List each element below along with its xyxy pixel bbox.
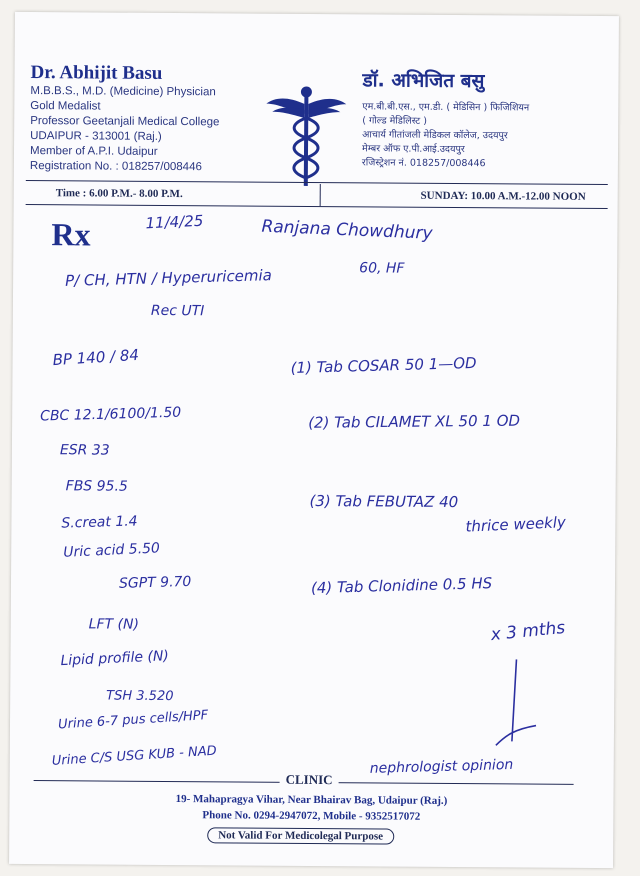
prescription-date: 11/4/25 xyxy=(145,211,204,233)
pen-stroke-mark xyxy=(486,655,547,755)
medicine-1: (1) Tab COSAR 50 1—OD xyxy=(290,353,477,378)
timing-divider xyxy=(320,184,321,206)
finding-uric-acid: Uric acid 5.50 xyxy=(62,540,161,561)
registration-line: Registration No. : 018257/008446 xyxy=(29,160,202,174)
history-line-1: P/ CH, HTN / Hyperuricemia xyxy=(64,266,273,290)
clinic-phone: Phone No. 0294-2947072, Mobile - 9352517072 xyxy=(202,809,421,823)
referral-advice: nephrologist opinion xyxy=(369,756,514,777)
position-line-hindi: आचार्य गीतांजली मेडिकल कॉलेज, उदयपुर xyxy=(362,129,508,142)
finding-tsh: TSH 3.520 xyxy=(106,688,174,705)
doctor-name-hindi: डॉ. अभिजित बसु xyxy=(362,69,485,93)
medicine-2: (2) Tab CILAMET XL 50 1 OD xyxy=(308,411,521,432)
clinic-address: 19- Mahapragya Vihar, Near Bhairav Bag, Udaipur (Raj.) xyxy=(175,793,448,807)
finding-cbc: CBC 12.1/6100/1.50 xyxy=(39,404,182,425)
doctor-name-english: Dr. Abhijit Basu xyxy=(30,62,163,84)
patient-age-sex: 60, HF xyxy=(359,260,405,277)
doctor-header-english xyxy=(30,62,271,176)
history-line-2: Rec UTI xyxy=(150,302,205,320)
prescription-sheet xyxy=(9,12,619,868)
finding-creatinine: S.creat 1.4 xyxy=(61,513,138,532)
doctor-header-hindi xyxy=(362,66,593,172)
medicine-4: (4) Tab Clonidine 0.5 HS xyxy=(310,574,493,598)
award-line-hindi: ( गोल्ड मेडिलिस्ट ) xyxy=(362,115,428,127)
medicolegal-disclaimer: Not Valid For Medicolegal Purpose xyxy=(207,827,394,844)
finding-lft: LFT (N) xyxy=(88,616,140,633)
clinic-label: CLINIC xyxy=(280,772,339,788)
weekday-timing: Time : 6.00 P.M.- 8.00 P.M. xyxy=(55,187,183,201)
city-line: UDAIPUR - 313001 (Raj.) xyxy=(30,130,162,143)
medicine-3-frequency: thrice weekly xyxy=(465,513,567,536)
finding-urine-routine: Urine 6-7 pus cells/HPF xyxy=(57,708,209,733)
registration-line-hindi: रजिस्ट्रेशन नं. 018257/008446 xyxy=(361,157,486,170)
caduceus-icon xyxy=(266,82,347,191)
membership-line-hindi: मेम्बर ऑफ ए.पी.आई.उदयपुर xyxy=(361,143,465,156)
finding-fbs: FBS 95.5 xyxy=(65,478,128,495)
qualification-line: M.B.B.S., M.D. (Medicine) Physician xyxy=(30,85,216,99)
medicine-3: (3) Tab FEBUTAZ 40 xyxy=(309,491,459,512)
position-line: Professor Geetanjali Medical College xyxy=(30,115,220,129)
rx-symbol: Rx xyxy=(51,216,91,253)
membership-line: Member of A.P.I. Udaipur xyxy=(29,145,158,158)
finding-esr: ESR 33 xyxy=(59,442,110,459)
patient-name: Ranjana Chowdhury xyxy=(261,216,433,244)
finding-urine-culture: Urine C/S USG KUB - NAD xyxy=(51,743,218,769)
sunday-timing: SUNDAY: 10.00 A.M.-12.00 NOON xyxy=(420,189,586,203)
finding-sgpt: SGPT 9.70 xyxy=(118,573,192,592)
qualification-line-hindi: एम.बी.बी.एस., एम.डी. ( मेडिसिन ) फिजिशियन xyxy=(362,101,530,114)
finding-lipid-profile: Lipid profile (N) xyxy=(60,648,170,670)
treatment-duration: x 3 mths xyxy=(489,617,567,646)
award-line: Gold Medalist xyxy=(30,100,101,113)
finding-bp: BP 140 / 84 xyxy=(52,345,140,370)
